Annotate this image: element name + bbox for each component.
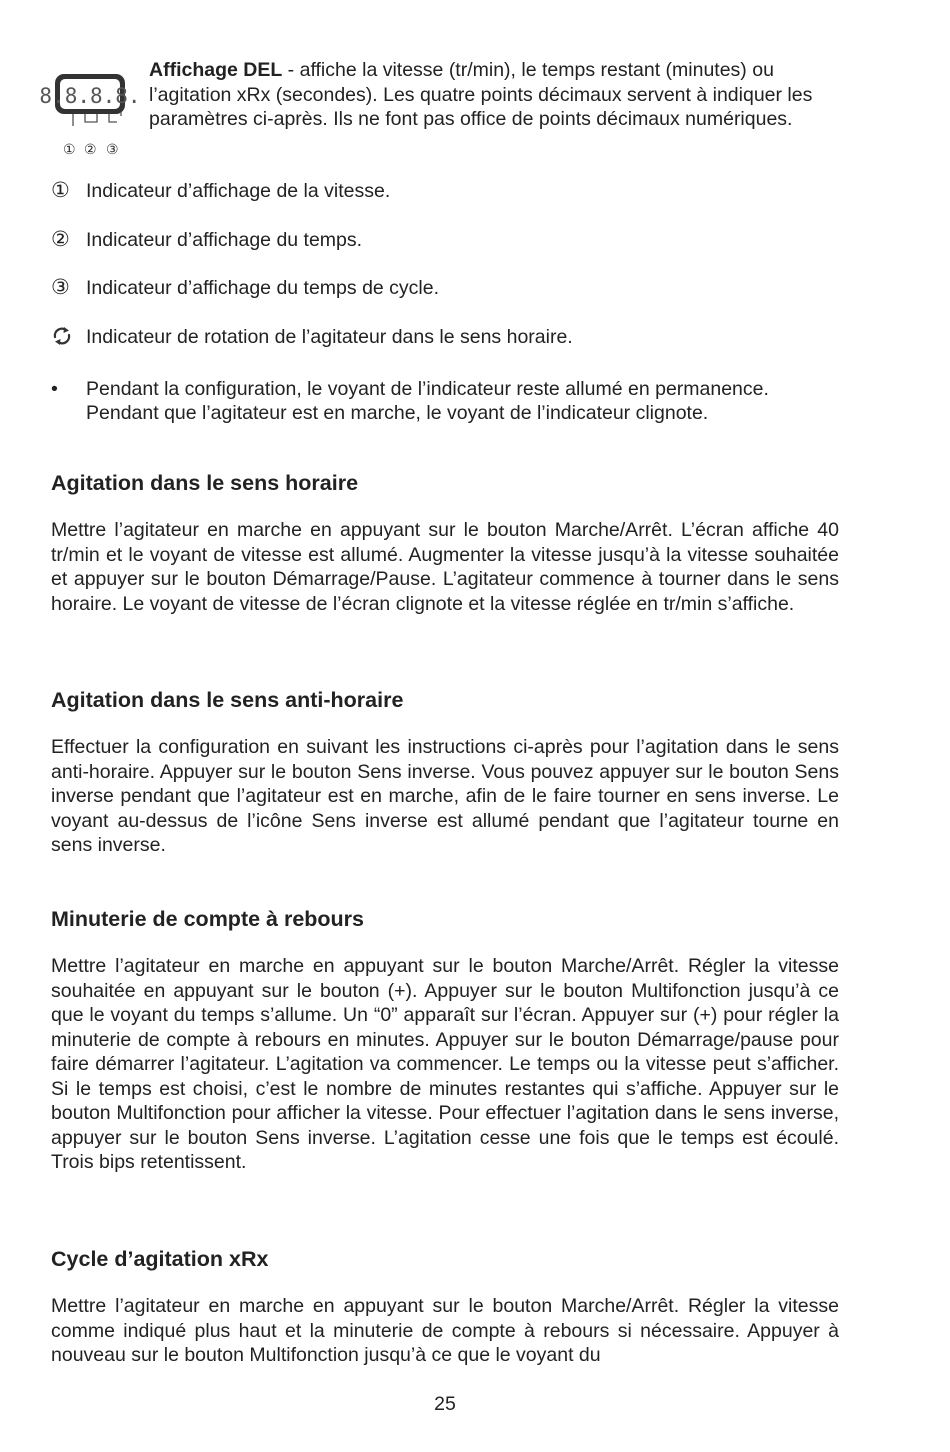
indicator-time [51, 228, 839, 253]
indicator-2-symbol: ② [51, 227, 70, 251]
section-heading: Cycle d’agitation xRx [51, 1247, 269, 1271]
bullet-note [51, 377, 839, 426]
section-countdown-timer [51, 906, 839, 1175]
marker-2: ② [84, 141, 97, 157]
indicator-cycle [51, 276, 839, 301]
indicator-1-symbol: ① [51, 179, 70, 202]
bullet-text: Pendant la configuration, le voyant de l’indicateur reste allumé en permanence. Pendant que l’agitateur est en marche, le voyant de l’indicateur clignote. [86, 377, 769, 424]
section-counterclockwise [51, 687, 839, 858]
indicator-rotation [51, 325, 839, 353]
led-description: - affiche la vitesse (tr/min), le temps restant (minutes) ou l’agitation xRx (secondes). Les quatre points décimaux servent à indiquer les paramètres ci-après. Ils ne font pas office de points décimaux numériques. [149, 59, 813, 130]
indicator-3-symbol: ③ [51, 276, 70, 299]
led-display-figure [39, 66, 141, 157]
section-clockwise [51, 470, 839, 616]
page-number: 25 [434, 1393, 456, 1415]
marker-3: ③ [106, 141, 119, 157]
indicator-4-text: Indicateur de rotation de l’agitateur dans le sens horaire. [86, 325, 573, 348]
marker-1: ① [63, 141, 76, 157]
section-body: Mettre l’agitateur en marche en appuyant sur le bouton Marche/Arrêt. Régler la vitesse souhaitée en appuyant sur le bouton (+). Appuyer sur le bouton Multifonction jusqu’à ce que le voyant du temps s’allume. Un “0” apparaît sur l’écran. Appuyer sur (+) pour régler la minuterie de compte à rebours en minutes. Appuyer sur le bouton Démarrage/pause pour faire démarrer l’agitateur. L’agitation va commencer. Le temps ou la vitesse peut s’afficher. Si le temps est choisi, c’est le nombre de minutes restantes qui s’affiche. Appuyer sur le bouton Multifonction pour afficher la vitesse. Pour effectuer l’agitation dans le sens inverse, appuyer sur le bouton Sens inverse. L’agitation cesse une fois que le temps est écoulé. Trois bips retentissent. [51, 955, 839, 1173]
indicator-speed [51, 179, 839, 204]
section-body: Mettre l’agitateur en marche en appuyant sur le bouton Marche/Arrêt. L’écran affiche 40 tr/min et le voyant de vitesse est allumé. Augmenter la vitesse jusqu’à la vitesse souhaitée et appuyer sur le bouton Démarrage/Pause. L’agitateur commence à tourner dans le sens horaire. Le voyant de vitesse de l’écran clignote et la vitesse réglée en tr/min s’affiche. [51, 519, 839, 615]
led-title: Affichage DEL [149, 59, 283, 81]
section-body: Effectuer la configuration en suivant les instructions ci-après pour l’agitation dans le sens anti-horaire. Appuyer sur le bouton Sens inverse. Vous pouvez appuyer sur le bouton Sens inverse pendant que l’agitateur est en marche, afin de le faire tourner en sens inverse. Le voyant au-dessus de l’icône Sens inverse est allumé pendant que l’agitateur tourne en sens inverse. [51, 736, 839, 856]
section-xrx-cycle [51, 1246, 839, 1368]
section-heading: Minuterie de compte à rebours [51, 907, 365, 931]
led-text [149, 58, 839, 132]
led-display-description [39, 58, 839, 163]
indicator-3-text: Indicateur d’affichage du temps de cycle. [86, 277, 440, 299]
led-digits: 8.8.8.8. [39, 84, 141, 108]
section-heading: Agitation dans le sens anti-horaire [51, 688, 404, 712]
section-body: Mettre l’agitateur en marche en appuyant sur le bouton Marche/Arrêt. Régler la vitesse comme indiqué plus haut et la minuterie de compte à rebours si nécessaire. Appuyer à nouveau sur le bouton Multifonction jusqu’à ce que le voyant du [51, 1295, 839, 1366]
rotation-icon [51, 325, 73, 347]
indicator-1-text: Indicateur d’affichage de la vitesse. [86, 180, 391, 202]
indicator-2-text: Indicateur d’affichage du temps. [86, 228, 363, 251]
section-heading: Agitation dans le sens horaire [51, 471, 359, 495]
bullet-symbol: • [51, 377, 58, 400]
page-content [39, 58, 839, 426]
